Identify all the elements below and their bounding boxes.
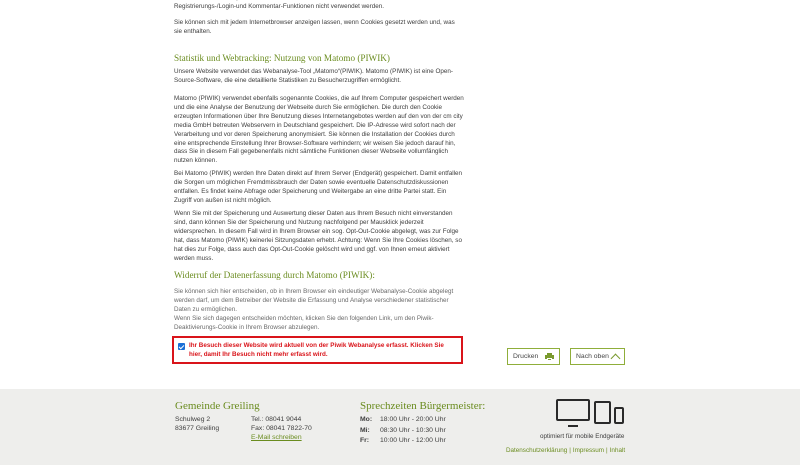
matomo-paragraph-3: Bei Matomo (PIWIK) werden Ihre Daten direkt auf Ihrem Server (Endgerät) gespeichert. Damit entfallen die Sorgen um möglichen Fremdmissbrauch der Daten sowie eventuelle Datenschutzdiskussionen entfallen. Es findet keine Abfrage oder Speicherung und Weitergabe an eine dritte Partei statt. Ein Zugriff von außen ist nicht möglich. — [174, 170, 463, 204]
back-to-top-label: Nach oben — [576, 353, 609, 360]
intro-paragraph-2: Sie können sich mit jedem Internetbrowser anzeigen lassen, wenn Cookies gesetzt werden und, was sie enthalten. — [174, 18, 455, 35]
intro-line-2: Registrierungs-/Login-und Kommentar-Funktionen nicht verwendet werden. — [174, 2, 385, 10]
matomo-paragraph-2: Matomo (PIWIK) verwendet ebenfalls sogenannte Cookies, die auf Ihrem Computer gespeichert werden und die eine Analyse der Benutzung der Webseite durch Sie ermöglichen. Die durch den Cookie erzeugten Informationen über Ihre Benutzung dieses Internetangebotes werden auf den von der cm city media GmbH betreuten Webservern in Deutschland gespeichert. Die IP-Adresse wird sofort nach der Verarbeitung und vor deren Speicherung anonymisiert. Sie können die Installation der Cookies durch eine entsprechende Einstellung Ihrer Browser-Software verhindern; wir weisen Sie jedoch darauf hin, dass Sie in diesem Fall gegebenenfalls nicht sämtliche Funktionen dieser Webseite vollumfänglich nutzen können. — [174, 95, 464, 165]
footer-tel: Tel.: 08041 9044 — [251, 416, 302, 423]
hours-time: 08:30 Uhr - 10:30 Uhr — [380, 426, 446, 434]
devices-icon — [556, 399, 626, 427]
matomo-paragraph-4: Wenn Sie mit der Speicherung und Auswertung dieser Daten aus Ihrem Besuch nicht einverstanden sind, dann können Sie der Speicherung und Nutzung nachfolgend per Mausklick jederzeit widersprechen. In diesem Fall wird in Ihrem Browser ein sog. Opt-Out-Cookie abgelegt, was zur Folge hat, dass Matomo (PIWIK) keinerlei Sitzungsdaten erhebt. Achtung: Wenn Sie Ihre Cookies löschen, so hat dies zur Folge, dass auch das Opt-Out-Cookie gelöscht wird und ggf. von Ihnen erneut aktiviert werden muss. — [174, 210, 462, 262]
footer-link-content[interactable]: Inhalt — [609, 447, 626, 454]
hours-day: Fr: — [360, 437, 370, 445]
hours-time: 18:00 Uhr - 20:00 Uhr — [380, 416, 446, 423]
monitor-icon — [556, 399, 590, 421]
matomo-paragraph-1: Unsere Website verwendet das Webanalyse-Tool „Matomo“(PIWIK). Matomo (PIWIK) ist eine Open-Source-Software, die eine detaillierte Statistiken zu Besucherzugriffen ermöglicht. — [174, 68, 454, 84]
footer-street: Schulweg 2 — [175, 416, 211, 423]
footer-email-link[interactable]: E-Mail schreiben — [251, 434, 302, 441]
footer-links: Datenschutzerklärung | Impressum | Inhalt — [506, 447, 626, 454]
devices-caption: optimiert für mobile Endgeräte — [540, 433, 625, 440]
tablet-icon — [594, 401, 611, 424]
hours-day: Mi: — [360, 426, 370, 434]
phone-icon — [614, 407, 624, 424]
intro-line-1 — [174, 0, 431, 1]
hours-row — [360, 436, 446, 447]
hours-row — [360, 415, 446, 426]
hours-day: Mo: — [360, 416, 373, 423]
matomo-heading: Statistik und Webtracking: Nutzung von Matomo (PIWIK) — [174, 53, 390, 63]
footer-hours — [360, 415, 446, 447]
optout-box[interactable] — [172, 336, 463, 364]
optout-checkbox[interactable] — [178, 343, 185, 350]
hours-time: 10:00 Uhr - 12:00 Uhr — [380, 437, 446, 445]
intro-section — [174, 0, 464, 44]
footer-org-title: Gemeinde Greiling — [175, 400, 260, 412]
widerruf-paragraph-1: Sie können sich hier entscheiden, ob in Ihrem Browser ein eindeutiger Webanalyse-Cookie abgelegt werden darf, um dem Betreiber der Website die Erfassung und Analyse verschiedener statistischer Daten zu ermöglichen. — [174, 288, 454, 313]
footer-fax: Fax: 08041 7822-70 — [251, 425, 312, 432]
footer-address — [175, 415, 219, 433]
intro-paragraph — [174, 0, 464, 12]
print-button[interactable] — [507, 348, 560, 365]
chevron-up-icon — [611, 353, 621, 363]
footer-hours-title: Sprechzeiten Bürgermeister: — [360, 400, 486, 412]
optout-label[interactable]: Ihr Besuch dieser Website wird aktuell von der Piwik Webanalyse erfasst. Klicken Sie hier, damit Ihr Besuch nicht mehr erfasst wird. — [189, 342, 444, 358]
printer-icon — [545, 353, 554, 361]
footer-link-privacy[interactable]: Datenschutzerklärung — [506, 447, 568, 454]
widerruf-text — [174, 288, 459, 333]
footer-contact — [251, 415, 312, 442]
footer-city: 83677 Greiling — [175, 425, 220, 432]
print-button-label: Drucken — [513, 353, 539, 360]
widerruf-heading: Widerruf der Datenerfassung durch Matomo (PIWIK): — [174, 270, 375, 280]
footer-link-imprint[interactable]: Impressum — [572, 447, 605, 454]
widerruf-paragraph-2: Wenn Sie sich dagegen entscheiden möchten, klicken Sie den folgenden Link, um den Piwik-Deaktivierungs-Cookie in Ihrem Browser abzulegen. — [174, 314, 434, 331]
back-to-top-button[interactable] — [570, 348, 625, 365]
hours-row — [360, 426, 446, 437]
